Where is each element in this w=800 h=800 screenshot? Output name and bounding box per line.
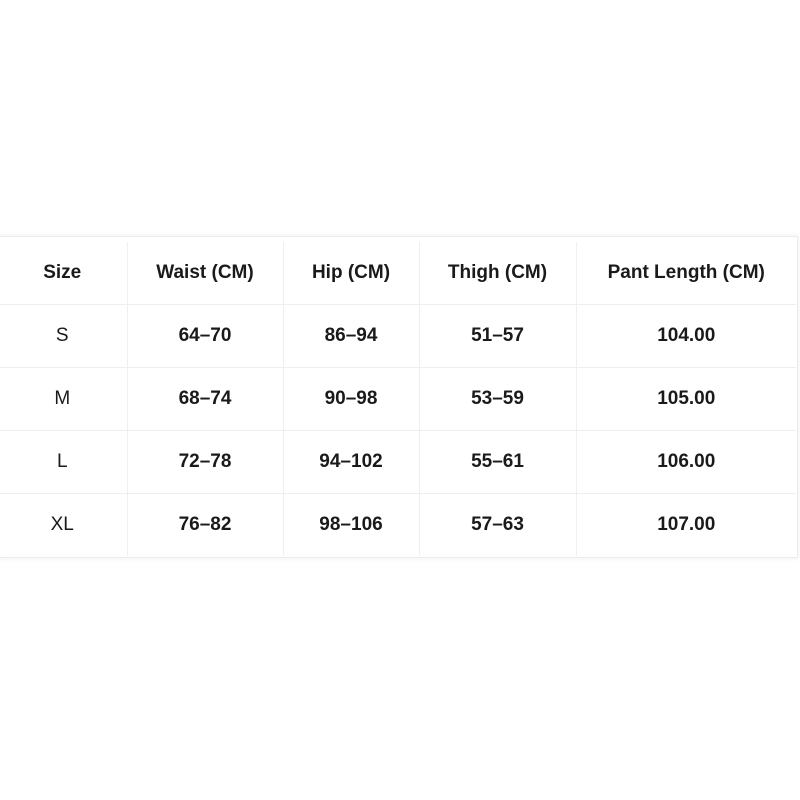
table-row xyxy=(0,494,796,557)
size-cell: S xyxy=(0,305,127,368)
pant-length-cell: 104.00 xyxy=(576,305,796,368)
table-row xyxy=(0,431,796,494)
size-cell: XL xyxy=(0,494,127,557)
waist-cell: 76–82 xyxy=(127,494,283,557)
pant-length-cell: 106.00 xyxy=(576,431,796,494)
hip-cell: 94–102 xyxy=(283,431,419,494)
waist-cell: 72–78 xyxy=(127,431,283,494)
table-row xyxy=(0,305,796,368)
table-row xyxy=(0,368,796,431)
table-header-row xyxy=(0,242,796,305)
pant-length-cell: 107.00 xyxy=(657,514,716,535)
waist-cell: 64–70 xyxy=(127,305,283,368)
hip-cell: 86–94 xyxy=(283,305,419,368)
waist-cell: 68–74 xyxy=(127,368,283,431)
size-chart-table xyxy=(0,242,796,556)
header-thigh: Thigh (CM) xyxy=(419,242,576,305)
hip-cell: 90–98 xyxy=(283,368,419,431)
thigh-cell: 55–61 xyxy=(419,431,576,494)
header-waist: Waist (CM) xyxy=(127,242,283,305)
header-hip: Hip (CM) xyxy=(283,242,419,305)
hip-cell: 98–106 xyxy=(283,494,419,557)
thigh-cell: 53–59 xyxy=(419,368,576,431)
thigh-cell: 51–57 xyxy=(419,305,576,368)
size-chart-container xyxy=(0,236,798,558)
size-cell: L xyxy=(0,431,127,494)
thigh-cell: 57–63 xyxy=(419,494,576,557)
header-pant-length: Pant Length (CM) xyxy=(576,242,796,305)
size-cell: M xyxy=(0,368,127,431)
pant-length-cell: 105.00 xyxy=(576,368,796,431)
header-size: Size xyxy=(0,242,127,305)
